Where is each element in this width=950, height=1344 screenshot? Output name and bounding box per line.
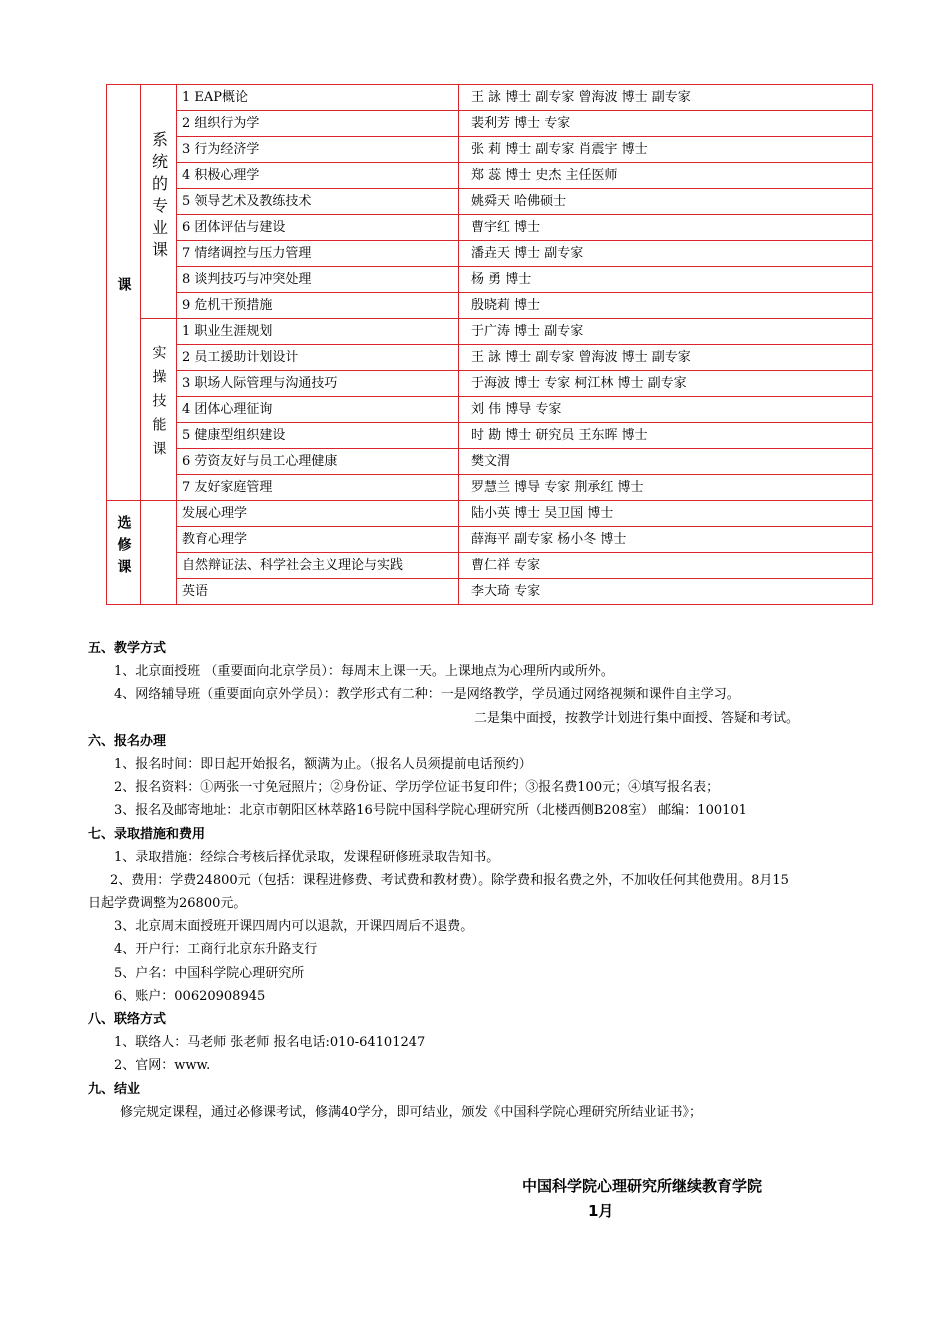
table-row [107, 449, 873, 475]
section-8-title: 八、联络方式 [88, 1012, 167, 1027]
table-row [107, 371, 873, 397]
subcategory-practice [141, 319, 177, 501]
section-7-line-2b: 日起学费调整为26800元。 [88, 896, 247, 912]
table-row [107, 215, 873, 241]
course-name: 自然辩证法、科学社会主义理论与实践 [177, 553, 459, 579]
section-8-line-1: 1、联络人：马老师 张老师 报名电话:010-64101247 [114, 1035, 426, 1051]
course-teacher: 于海波 博士 专家 柯江林 博士 副专家 [459, 371, 873, 397]
section-5-line-2: 4、网络辅导班（重要面向京外学员）：教学形式有二种：一是网络教学，学员通过网络视频和课件自主学习。 [114, 687, 740, 703]
section-8-line-2: 2、官网：www. [114, 1058, 211, 1074]
table-row [107, 475, 873, 501]
table-row [107, 553, 873, 579]
course-table [106, 84, 873, 605]
course-name: 5 健康型组织建设 [177, 423, 459, 449]
section-7-line-2a: 2、费用：学费24800元（包括：课程进修费、考试费和教材费）。除学费和报名费之外，不加收任何其他费用。8月15 [110, 872, 789, 888]
course-name: 8 谈判技巧与冲突处理 [177, 267, 459, 293]
footer-organization: 中国科学院心理研究所继续教育学院 [522, 1177, 763, 1195]
course-teacher: 曹仁祥 专家 [459, 553, 873, 579]
section-9-line-1: 修完规定课程，通过必修课考试，修满40学分，即可结业，颁发《中国科学院心理研究所结业证书》； [120, 1104, 703, 1120]
section-5-title: 五、教学方式 [88, 641, 167, 656]
course-name: 4 团体心理征询 [177, 397, 459, 423]
course-teacher: 王 詠 博士 副专家 曾海波 博士 副专家 [459, 85, 873, 111]
course-name: 6 团体评估与建设 [177, 215, 459, 241]
course-teacher: 李大琦 专家 [459, 579, 873, 605]
table-row [107, 111, 873, 137]
course-name: 3 职场人际管理与沟通技巧 [177, 371, 459, 397]
table-row [107, 137, 873, 163]
subcategory-system-label: 系统的专业课 [149, 131, 169, 263]
table-row [107, 397, 873, 423]
course-name: 7 情绪调控与压力管理 [177, 241, 459, 267]
course-teacher: 曹宇红 博士 [459, 215, 873, 241]
section-5-line-1: 1、北京面授班 （重要面向北京学员）：每周末上课一天。上课地点为心理所内或所外。 [114, 664, 614, 680]
section-7-title: 七、录取措施和费用 [88, 826, 206, 842]
course-name: 发展心理学 [177, 501, 459, 527]
course-name: 3 行为经济学 [177, 137, 459, 163]
section-6-title: 六、报名办理 [88, 733, 167, 749]
section-7-line-3: 3、北京周末面授班开课四周内可以退款，开课四周后不退费。 [114, 919, 474, 935]
course-name: 6 劳资友好与员工心理健康 [177, 449, 459, 475]
section-6-line-2: 2、报名资料：①两张一寸免冠照片；②身份证、学历学位证书复印件；③报名费100元；④填写报名表； [114, 780, 720, 796]
category-required-label: 课 [115, 277, 132, 299]
body-text [88, 637, 888, 1124]
course-teacher: 陆小英 博士 吴卫国 博士 [459, 501, 873, 527]
course-teacher: 郑 蕊 博士 史杰 主任医师 [459, 163, 873, 189]
course-name: 9 危机干预措施 [177, 293, 459, 319]
table-row [107, 241, 873, 267]
table-row [107, 501, 873, 527]
section-6-line-3: 3、报名及邮寄地址：北京市朝阳区林萃路16号院中国科学院心理研究所（北楼西侧B208室） 邮编：100101 [114, 803, 747, 819]
course-teacher: 杨 勇 博士 [459, 267, 873, 293]
category-required [107, 85, 141, 501]
course-teacher: 张 莉 博士 副专家 肖震宇 博士 [459, 137, 873, 163]
table-row [107, 189, 873, 215]
course-teacher: 殷晓莉 博士 [459, 293, 873, 319]
course-teacher: 王 詠 博士 副专家 曾海波 博士 副专家 [459, 345, 873, 371]
course-teacher: 刘 伟 博导 专家 [459, 397, 873, 423]
subcategory-practice-label: 实操技能课 [150, 345, 167, 465]
category-elective [107, 501, 141, 605]
course-name: 4 积极心理学 [177, 163, 459, 189]
course-name: 1 EAP概论 [177, 85, 459, 111]
table-row [107, 345, 873, 371]
table-row [107, 527, 873, 553]
table-row [107, 293, 873, 319]
course-name: 7 友好家庭管理 [177, 475, 459, 501]
table-row [107, 163, 873, 189]
table-row [107, 579, 873, 605]
section-6-line-1: 1、报名时间：即日起开始报名，额满为止。（报名人员须提前电话预约） [114, 756, 532, 772]
course-teacher: 裴利芳 博士 专家 [459, 111, 873, 137]
section-7-line-6: 6、账户：00620908945 [114, 988, 266, 1004]
section-5-line-3: 二是集中面授，按教学计划进行集中面授、答疑和考试。 [474, 710, 800, 726]
course-name: 5 领导艺术及教练技术 [177, 189, 459, 215]
course-name: 2 组织行为学 [177, 111, 459, 137]
course-name: 1 职业生涯规划 [177, 319, 459, 345]
category-elective-label: 选修课 [115, 515, 132, 581]
course-name: 教育心理学 [177, 527, 459, 553]
course-teacher: 樊文渭 [459, 449, 873, 475]
course-name: 英语 [177, 579, 459, 605]
subcategory-elective-empty [141, 501, 177, 605]
table-row [107, 319, 873, 345]
course-teacher: 潘垚天 博士 副专家 [459, 241, 873, 267]
course-name: 2 员工援助计划设计 [177, 345, 459, 371]
subcategory-system [141, 85, 177, 319]
course-teacher: 薛海平 副专家 杨小冬 博士 [459, 527, 873, 553]
footer-date: 1月 [588, 1202, 614, 1220]
section-7-line-4: 4、开户行：工商行北京东升路支行 [114, 942, 318, 958]
section-7-line-5: 5、户名：中国科学院心理研究所 [114, 965, 305, 981]
course-teacher: 时 勘 博士 研究员 王东晖 博士 [459, 423, 873, 449]
table-row [107, 267, 873, 293]
section-9-title: 九、结业 [88, 1081, 141, 1097]
table-row [107, 85, 873, 111]
table-row [107, 423, 873, 449]
course-teacher: 于广涛 博士 副专家 [459, 319, 873, 345]
course-teacher: 罗慧兰 博导 专家 荆承红 博士 [459, 475, 873, 501]
section-7-line-1: 1、录取措施：经综合考核后择优录取，发课程研修班录取告知书。 [114, 849, 500, 865]
course-teacher: 姚舜天 哈佛硕士 [459, 189, 873, 215]
